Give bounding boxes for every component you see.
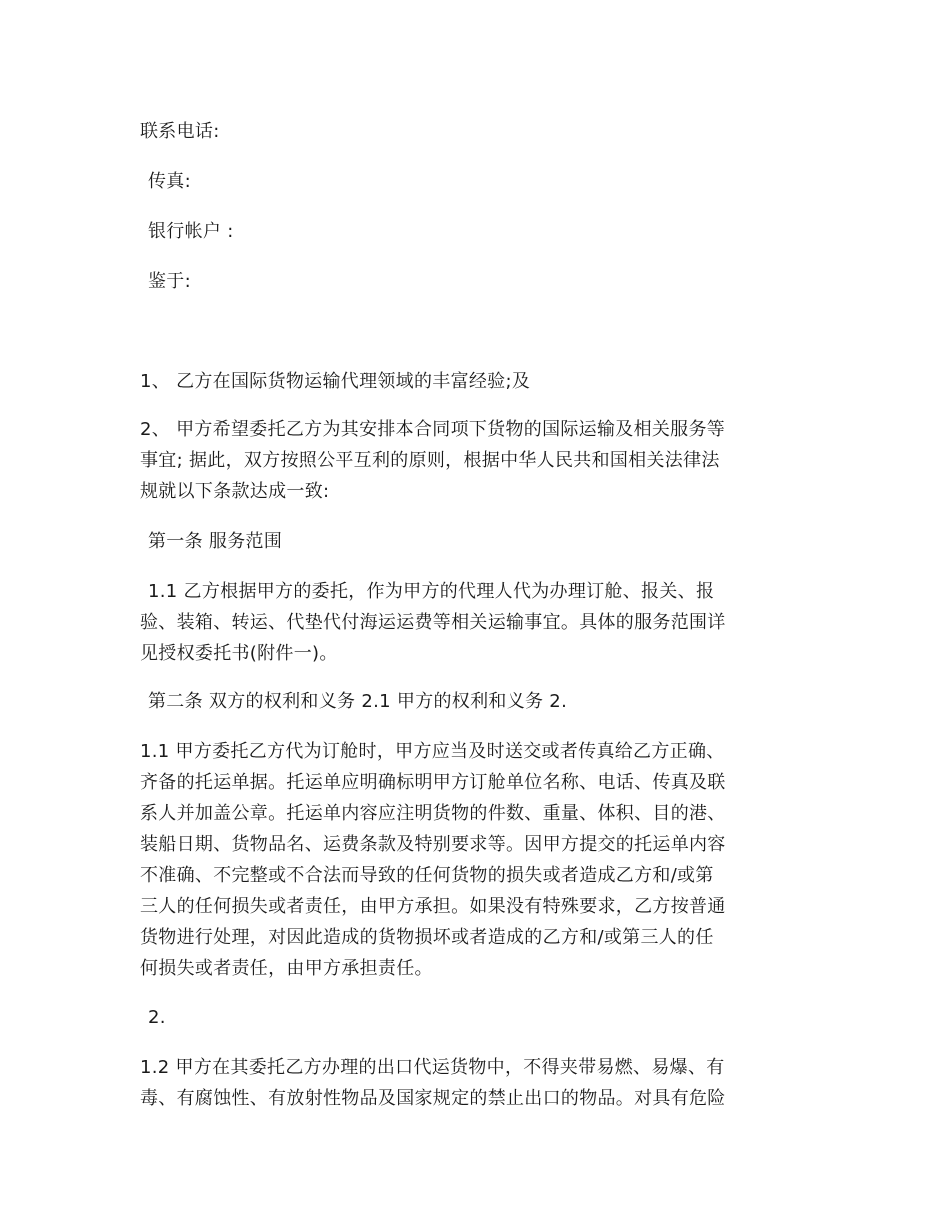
article-2-sub-heading: 2. (148, 1007, 166, 1028)
clause-line: 装船日期、货物品名、运费条款及特别要求等。因甲方提交的托运单内容 (140, 834, 726, 855)
clause-line: 1.1 甲方委托乙方代为订舱时，甲方应当及时送交或者传真给乙方正确、 (140, 741, 725, 762)
clause-line: 三人的任何损失或者责任，由甲方承担。如果没有特殊要求，乙方按普通 (140, 896, 726, 917)
bank-account-field-label: 银行帐户 : (148, 221, 234, 242)
clause-line: 1.2 甲方在其委托乙方办理的出口代运货物中，不得夹带易燃、易爆、有 (140, 1057, 725, 1078)
article-1-title: 第一条 服务范围 (148, 531, 283, 552)
recital-item-2 (140, 414, 812, 507)
clause-line: 验、装箱、转运、代垫代付海运运费等相关运输事宜。具体的服务范围详 (140, 612, 726, 633)
recital-item-2-line: 2、 甲方希望委托乙方为其安排本合同项下货物的国际运输及相关服务等 (140, 419, 726, 440)
phone-field-label: 联系电话: (140, 121, 220, 142)
clause-line: 见授权委托书(附件一)。 (140, 643, 338, 664)
clause-line: 毒、有腐蚀性、有放射性物品及国家规定的禁止出口的物品。对具有危险 (140, 1088, 726, 1109)
article-2-title: 第二条 双方的权利和义务 2.1 甲方的权利和义务 2. (148, 691, 568, 712)
whereas-label: 鉴于: (148, 271, 191, 292)
recital-item-2-line: 规就以下条款达成一致: (140, 481, 330, 502)
clause-line: 系人并加盖公章。托运单内容应注明货物的件数、重量、体积、目的港、 (140, 803, 726, 824)
recital-item-1: 1、 乙方在国际货物运输代理领域的丰富经验;及 (140, 371, 531, 392)
article-1-clause-1-1 (140, 576, 812, 669)
article-2-clause-1-2 (140, 1052, 812, 1114)
clause-line: 1.1 乙方根据甲方的委托，作为甲方的代理人代为办理订舱、报关、报 (148, 581, 715, 602)
clause-line: 齐备的托运单据。托运单应明确标明甲方订舱单位名称、电话、传真及联 (140, 772, 726, 793)
fax-field-label: 传真: (148, 171, 191, 192)
clause-line: 货物进行处理，对因此造成的货物损坏或者造成的乙方和/或第三人的任 (140, 927, 714, 948)
article-2-clause-1-1 (140, 736, 812, 984)
clause-line: 不准确、不完整或不合法而导致的任何货物的损失或者造成乙方和/或第 (140, 865, 714, 886)
recital-item-2-line: 事宜; 据此，双方按照公平互利的原则，根据中华人民共和国相关法律法 (140, 450, 720, 471)
clause-line: 何损失或者责任，由甲方承担责任。 (140, 958, 433, 979)
